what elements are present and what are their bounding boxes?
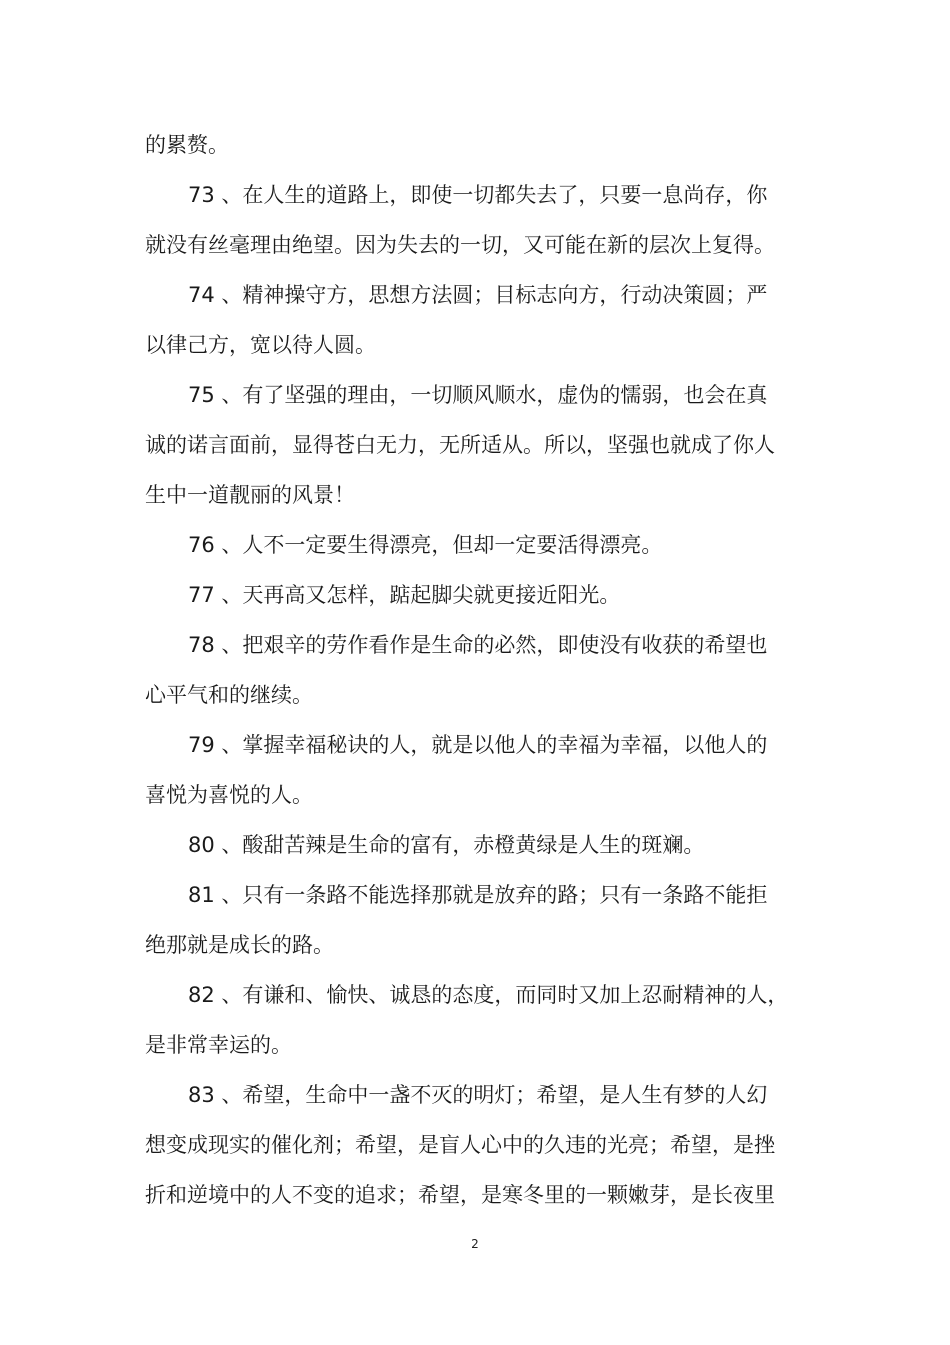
text-line: 78 、把艰辛的劳作看作是生命的必然，即使没有收获的希望也 <box>188 633 768 657</box>
text-line: 是非常幸运的。 <box>145 1033 292 1057</box>
text-line: 的累赘。 <box>145 133 229 157</box>
text-line: 83 、希望，生命中一盏不灭的明灯；希望，是人生有梦的人幻 <box>188 1083 768 1107</box>
text-line: 82 、有谦和、愉快、诚恳的态度，而同时又加上忍耐精神的人， <box>188 983 789 1007</box>
text-line: 73 、在人生的道路上，即使一切都失去了，只要一息尚存，你 <box>188 183 768 207</box>
text-line: 76 、人不一定要生得漂亮，但却一定要活得漂亮。 <box>188 533 663 557</box>
text-line: 75 、有了坚强的理由，一切顺风顺水，虚伪的懦弱，也会在真 <box>188 383 768 407</box>
text-line: 74 、精神操守方，思想方法圆；目标志向方，行动决策圆；严 <box>188 283 768 307</box>
text-line: 诚的诺言面前，显得苍白无力，无所适从。所以，坚强也就成了你人 <box>145 433 775 457</box>
text-line: 81 、只有一条路不能选择那就是放弃的路；只有一条路不能拒 <box>188 883 768 907</box>
text-line: 79 、掌握幸福秘诀的人，就是以他人的幸福为幸福，以他人的 <box>188 733 768 757</box>
text-line: 以律己方，宽以待人圆。 <box>145 333 376 357</box>
text-line: 心平气和的继续。 <box>145 683 313 707</box>
text-line: 喜悦为喜悦的人。 <box>145 783 313 807</box>
text-line: 生中一道靓丽的风景！ <box>145 483 355 507</box>
text-line: 80 、酸甜苦辣是生命的富有，赤橙黄绿是人生的斑斓。 <box>188 833 705 857</box>
text-line: 想变成现实的催化剂；希望，是盲人心中的久违的光亮；希望，是挫 <box>145 1133 775 1157</box>
text-line: 折和逆境中的人不变的追求；希望，是寒冬里的一颗嫩芽，是长夜里 <box>145 1183 775 1207</box>
text-line: 77 、天再高又怎样，踮起脚尖就更接近阳光。 <box>188 583 621 607</box>
text-line: 绝那就是成长的路。 <box>145 933 334 957</box>
page-number: 2 <box>471 1237 479 1251</box>
text-line: 就没有丝毫理由绝望。因为失去的一切，又可能在新的层次上复得。 <box>145 233 775 257</box>
